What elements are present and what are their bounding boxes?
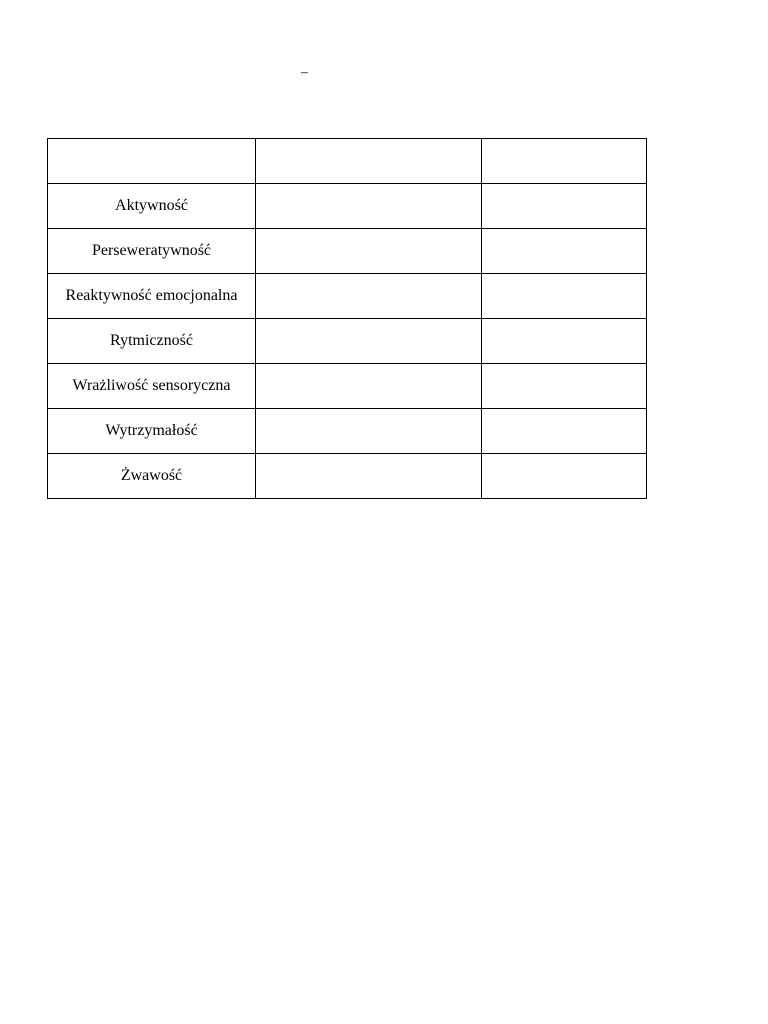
header-cell: [48, 139, 256, 184]
table-cell: [482, 454, 647, 499]
header-cell: [482, 139, 647, 184]
table-header-row: [48, 139, 647, 184]
table-cell: [482, 409, 647, 454]
table-cell: [482, 319, 647, 364]
temperament-table: [47, 138, 647, 499]
table-row: [48, 229, 647, 274]
table-cell: [482, 184, 647, 229]
table-cell: [256, 319, 482, 364]
table-cell: [256, 409, 482, 454]
table-cell: [256, 454, 482, 499]
trait-label: Żwawość: [48, 454, 256, 499]
table-cell: [256, 229, 482, 274]
table-cell: [256, 184, 482, 229]
table-cell: [256, 364, 482, 409]
title-dash: –: [301, 65, 308, 80]
trait-label: Wrażliwość sensoryczna: [48, 364, 256, 409]
table-cell: [482, 274, 647, 319]
trait-label: Aktywność: [48, 184, 256, 229]
trait-label: Perseweratywność: [48, 229, 256, 274]
table-row: [48, 274, 647, 319]
trait-label: Rytmiczność: [48, 319, 256, 364]
table-row: [48, 454, 647, 499]
table-cell: [256, 274, 482, 319]
table-row: [48, 319, 647, 364]
table-cell: [482, 229, 647, 274]
table-row: [48, 184, 647, 229]
trait-label: Reaktywność emocjonalna: [48, 274, 256, 319]
table-cell: [482, 364, 647, 409]
header-cell: [256, 139, 482, 184]
trait-label: Wytrzymałość: [48, 409, 256, 454]
table-row: [48, 364, 647, 409]
table-row: [48, 409, 647, 454]
